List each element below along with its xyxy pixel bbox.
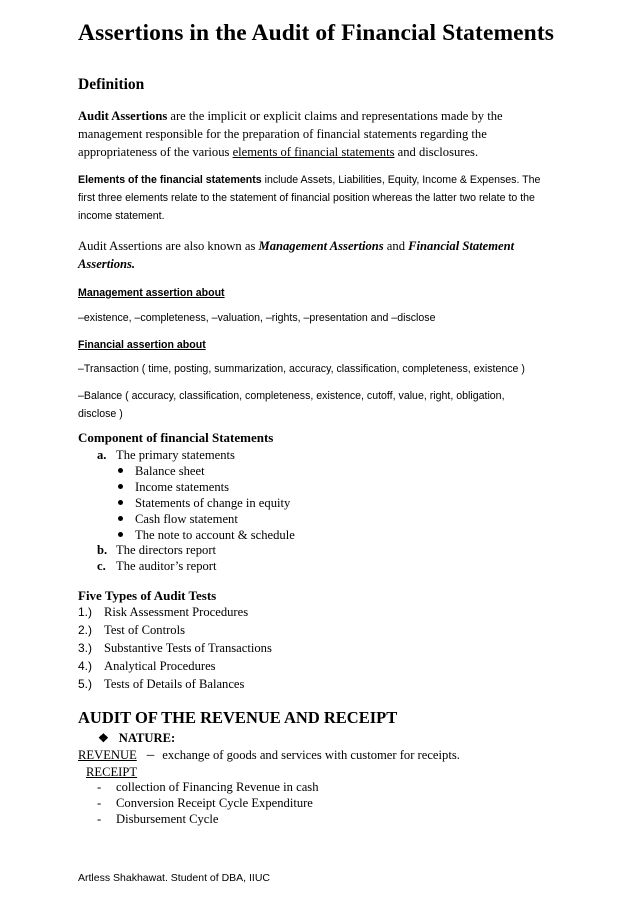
receipt-item: - Conversion Receipt Cycle Expenditure (97, 796, 313, 810)
management-text: –existence, –completeness, –valuation, –rights, –presentation and –disclose (78, 312, 436, 324)
definition-para1-line3: appropriateness of the various elements of financial statements and disclosures. (78, 145, 479, 159)
definition-para1-line2: management responsible for the preparation of financial statements regarding the (78, 127, 487, 141)
bullet-icon (118, 500, 123, 505)
elements-link[interactable]: elements of financial statements (232, 145, 395, 159)
bullet-icon (118, 516, 123, 521)
receipt-item: - collection of Financing Revenue in cash (97, 780, 319, 794)
audit-assertions-term: Audit Assertions (78, 109, 168, 123)
audit-tests-heading: Five Types of Audit Tests (78, 588, 217, 603)
bullet-icon (118, 484, 123, 489)
audit-test-item: 3.) Substantive Tests of Transactions (78, 641, 272, 655)
management-heading: Management assertion about (78, 287, 225, 299)
receipt-item: - Disbursement Cycle (97, 812, 219, 826)
component-item-a: a. The primary statements (97, 448, 235, 462)
audit-test-item: 1.) Risk Assessment Procedures (78, 605, 249, 619)
financial-heading: Financial assertion about (78, 339, 206, 351)
financial-transaction: –Transaction ( time, posting, summarization, accuracy, classification, completeness, existence ) (78, 363, 525, 375)
definition-para2-line2: first three elements relate to the statement of financial position whereas the latter two relate to the (78, 192, 535, 204)
audit-test-item: 5.) Tests of Details of Balances (78, 677, 245, 691)
component-sub-item: Balance sheet (118, 463, 205, 479)
definition-para1-line1: Audit Assertions are the implicit or explicit claims and representations made by the (78, 109, 503, 123)
definition-para3-line2: Assertions. (78, 257, 136, 271)
definition-heading: Definition (78, 76, 145, 93)
component-sub-item: Cash flow statement (118, 511, 238, 527)
nature-line: ❖ NATURE: (98, 731, 176, 745)
bullet-icon (118, 468, 123, 473)
management-assertions-term: Management Assertions (258, 239, 384, 253)
revenue-label: REVENUE (78, 748, 137, 762)
audit-test-item: 4.) Analytical Procedures (78, 659, 216, 673)
revenue-heading: AUDIT OF THE REVENUE AND RECEIPT (78, 708, 398, 727)
definition-para3-line1: Audit Assertions are also known as Management Assertions and Financial Statement (78, 239, 515, 253)
financial-statement-term: Financial Statement (408, 239, 515, 253)
diamond-bullet-icon: ❖ (98, 731, 109, 745)
component-sub-item: Statements of change in equity (118, 495, 290, 511)
financial-balance-line1: –Balance ( accuracy, classification, completeness, existence, cutoff, value, right, obligation, (78, 390, 505, 402)
definition-para2-line1: Elements of the financial statements include Assets, Liabilities, Equity, Income & Expenses. The (78, 174, 541, 186)
page-title: Assertions in the Audit of Financial Statements (78, 20, 555, 46)
receipt-label: RECEIPT (86, 765, 138, 779)
component-item-b: b. The directors report (97, 543, 217, 557)
audit-test-item: 2.) Test of Controls (78, 623, 185, 637)
component-sub-item: The note to account & schedule (118, 527, 295, 543)
definition-para2-line3: income statement. (78, 210, 165, 222)
footer-credit: Artless Shakhawat. Student of DBA, IIUC (78, 872, 271, 884)
revenue-line: REVENUE – exchange of goods and services with customer for receipts. (78, 747, 460, 763)
elements-term: Elements of the financial statements (78, 174, 262, 186)
financial-balance-line2: disclose ) (78, 408, 123, 420)
component-sub-item: Income statements (118, 479, 229, 495)
component-item-c: c. The auditor’s report (97, 559, 217, 573)
components-heading: Component of financial Statements (78, 430, 274, 445)
bullet-icon (118, 532, 123, 537)
